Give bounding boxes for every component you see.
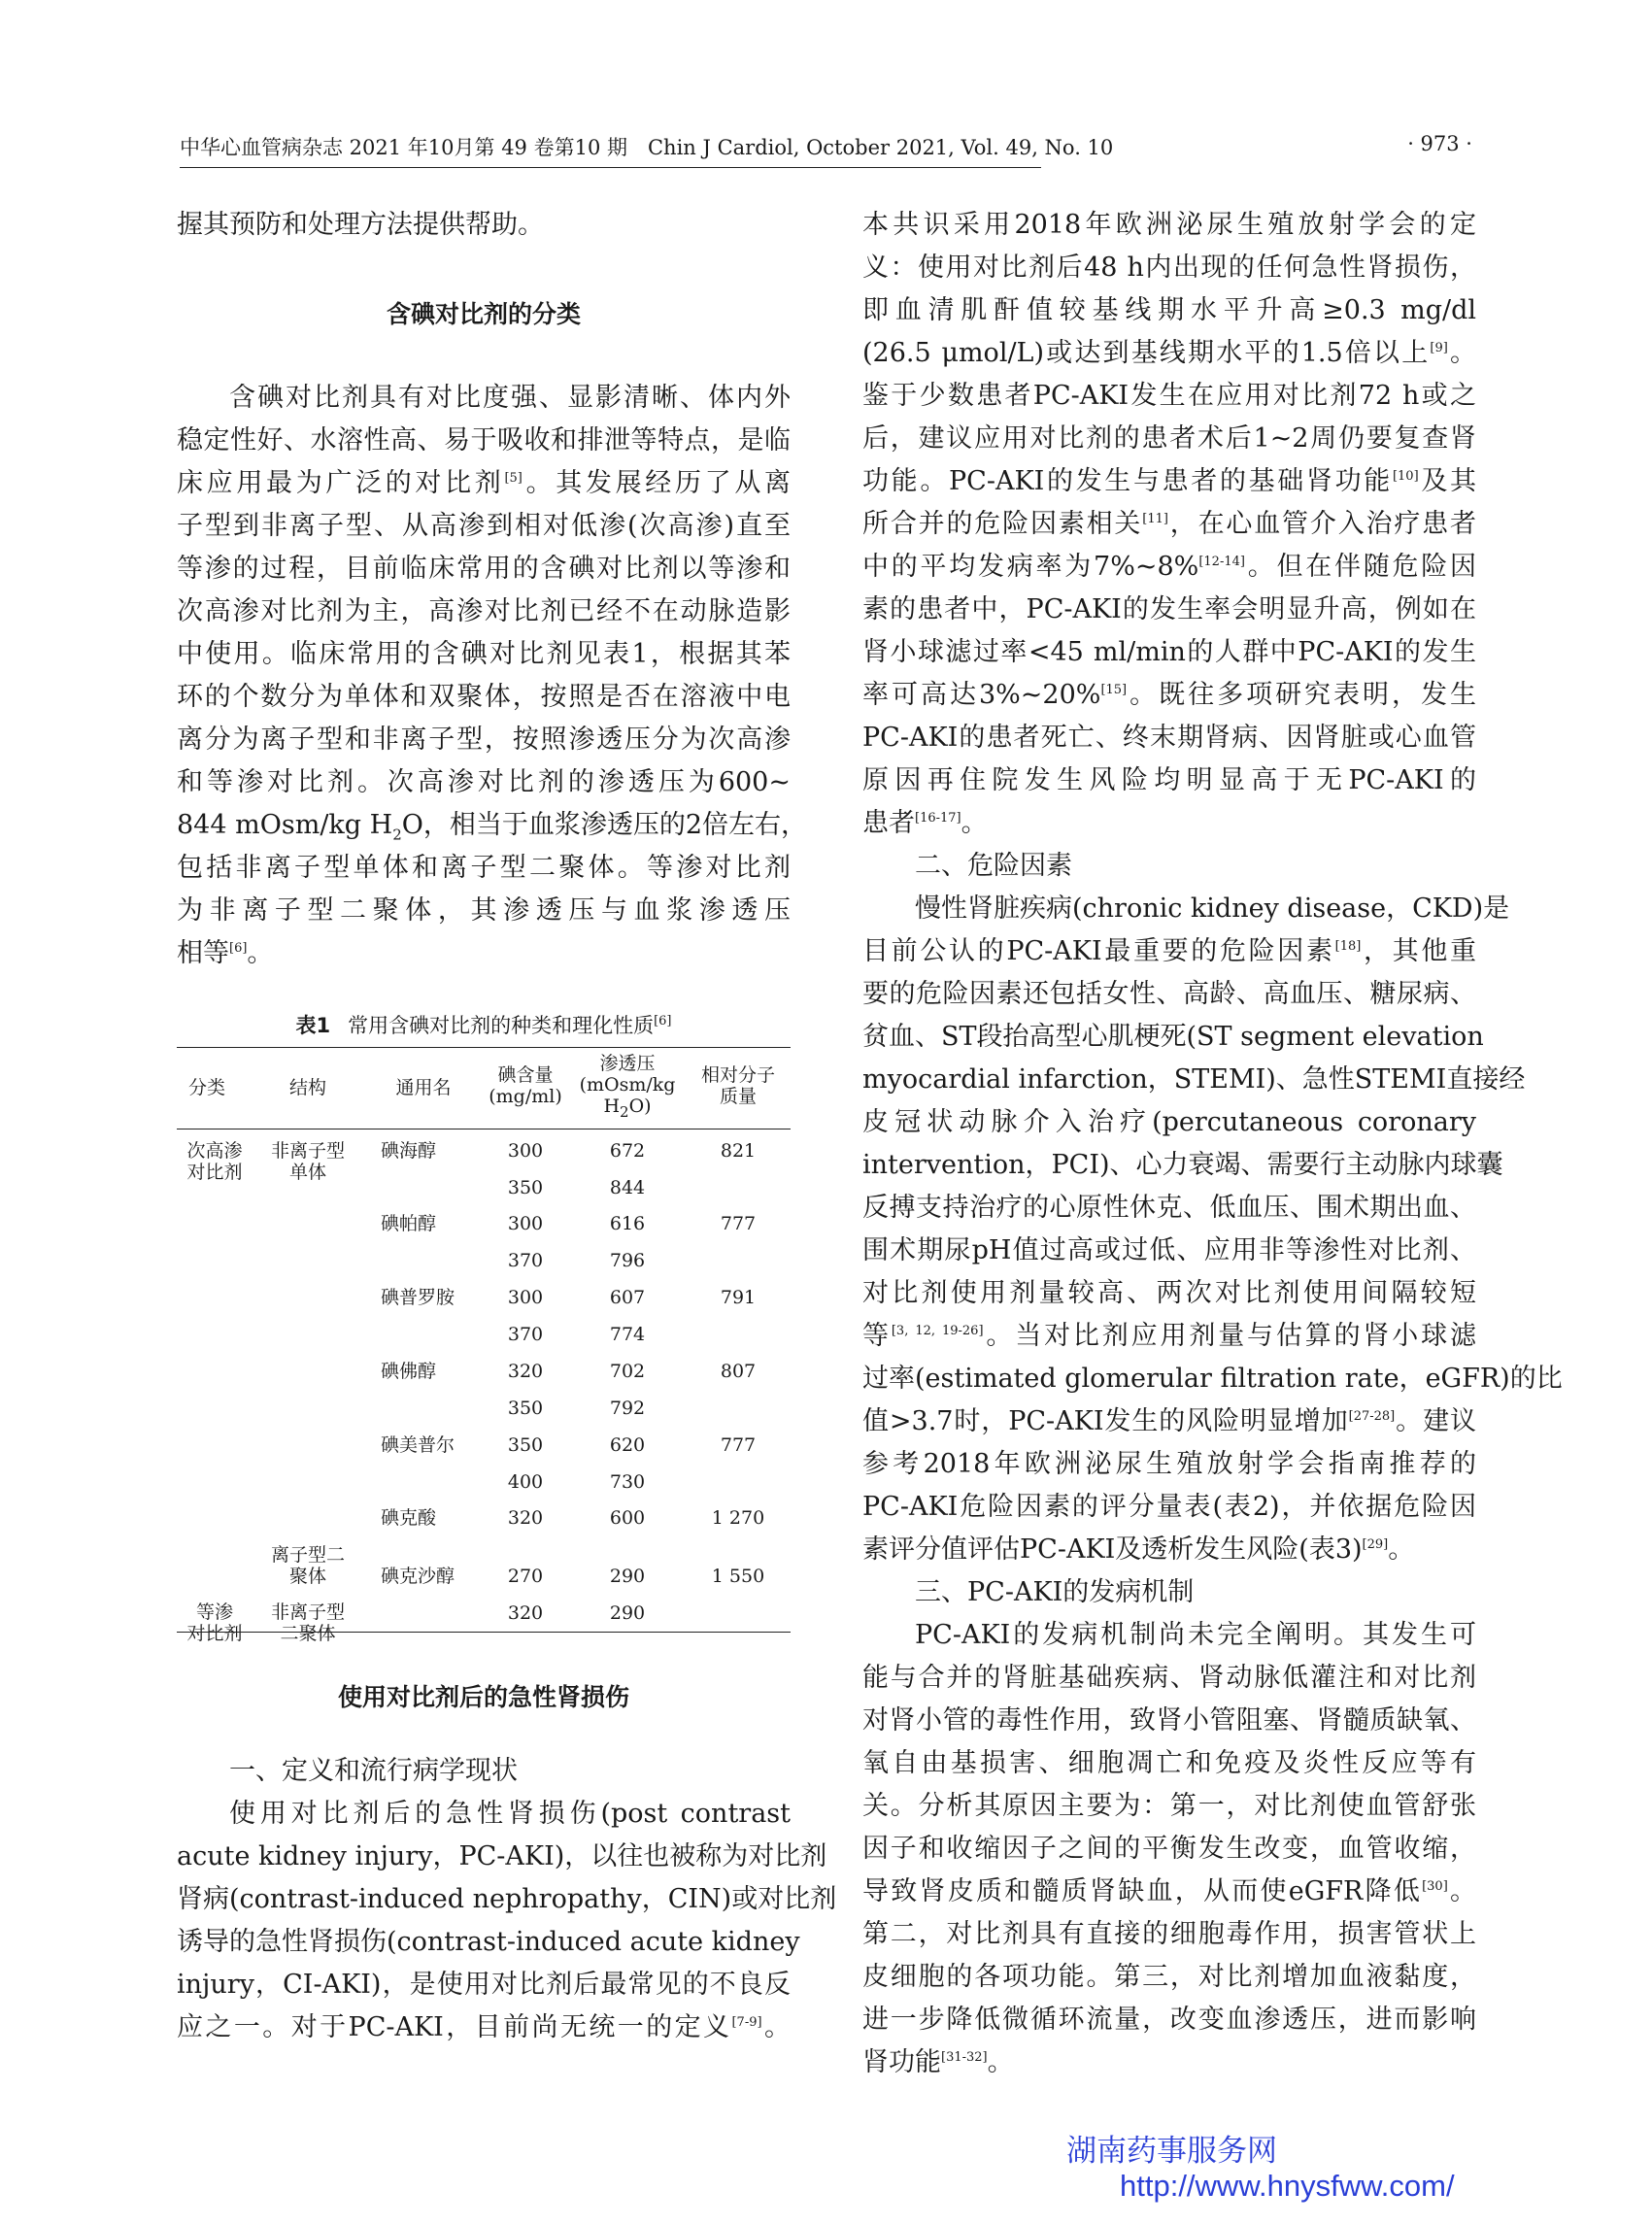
table-cell: 1 270 [711,1507,765,1529]
structure-label: 非离子型 二聚体 [270,1601,345,1644]
citation: [5] [504,471,523,486]
table-cell: 350 [507,1434,544,1456]
table-cell: 620 [609,1434,646,1456]
structure-label: 离子型二 聚体 [270,1544,345,1587]
body-line: 含碘对比剂具有对比度强、显影清晰、体内外 [229,383,791,413]
table-cell: 碘佛醇 [381,1361,437,1382]
body-line: myocardial infarction，STEMI)、急性STEMI直接经 [862,1064,1526,1095]
body-line: PC-AKI危险因素的评分量表(表2)，并依据危险因 [862,1492,1476,1522]
body-line: 因子和收缩因子之间的平衡发生改变，血管收缩， [862,1834,1476,1864]
body-line: 等渗的过程，目前临床常用的含碘对比剂以等渗和 [177,554,791,584]
body-line: 反搏支持治疗的心原性休克、低血压、围术期出血、 [862,1193,1476,1223]
page-number: · 973 · [1407,132,1472,155]
table-1 [177,1047,791,1644]
body-line: PC-AKI的患者死亡、终末期肾病、因肾脏或心血管 [862,723,1476,753]
citation: [3, 12, 19-26] [891,1324,984,1338]
table-cell: 碘克沙醇 [381,1566,455,1587]
table-cell: 792 [609,1398,646,1419]
table-cell: 844 [609,1177,646,1198]
table-cell: 400 [507,1471,544,1493]
table-cell: 796 [609,1250,646,1271]
body-line: 肾小球滤过率<45 ml/min的人群中PC-AKI的发生 [862,637,1476,667]
structure-label: 非离子型 单体 [270,1140,345,1183]
body-line: 和等渗对比剂。次高渗对比剂的渗透压为600~ [177,767,791,797]
table-cell: 290 [609,1602,646,1624]
table-cell: 300 [507,1140,544,1162]
table-cell: 320 [507,1361,544,1382]
citation: [10] [1392,469,1419,484]
table-cell: 702 [609,1361,646,1382]
subsection-heading: 三、PC-AKI的发病机制 [915,1577,1195,1607]
table-cell: 300 [507,1213,544,1234]
citation: [27-28] [1348,1409,1396,1424]
table-header: 相对分子 质量 [700,1064,775,1107]
body-line: 所合并的危险因素相关[11]，在心血管介入治疗患者 [862,509,1477,539]
body-line: 目前公认的PC-AKI最重要的危险因素[18]，其他重 [862,936,1476,966]
body-line: intervention，PCI)、心力衰竭、需要行主动脉内球囊 [862,1150,1503,1180]
citation: [12-14] [1198,555,1245,569]
body-line: 包括非离子型单体和离子型二聚体。等渗对比剂 [177,853,791,883]
running-header: 中华心血管病杂志 2021 年10月第 49 卷第10 期 Chin J Cardiol, October 2021, Vol. 49, No. 10 [180,136,1114,159]
body-line: 慢性肾脏疾病(chronic kidney disease，CKD)是 [915,893,1510,924]
body-line: 围术期尿pH值过高或过低、应用非等渗性对比剂、 [862,1235,1476,1265]
body-line: 对肾小管的毒性作用，致肾小管阻塞、肾髓质缺氧、 [862,1705,1476,1736]
table-header: 碘含量 (mg/ml) [489,1064,562,1107]
body-line: 第二，对比剂具有直接的细胞毒作用，损害管状上 [862,1919,1476,1949]
body-line: 进一步降低微循环流量，改变血渗透压，进而影响 [862,2005,1476,2035]
table-bottom-rule [177,1632,791,1633]
table-cell: 350 [507,1398,544,1419]
body-line: 要的危险因素还包括女性、高龄、高血压、糖尿病、 [862,979,1476,1009]
body-line: PC-AKI的发病机制尚未完全阐明。其发生可 [915,1620,1476,1650]
body-line: 后，建议应用对比剂的患者术后1~2周仍要复查肾 [862,423,1476,454]
body-line: 中使用。临床常用的含碘对比剂见表1，根据其苯 [177,639,791,669]
body-line: 肾功能[31-32]。 [862,2047,1014,2077]
body-line: acute kidney injury，PC-AKI)，以往也被称为对比剂 [177,1841,827,1871]
body-line: 为非离子型二聚体，其渗透压与血浆渗透压 [177,895,791,926]
citation: [11] [1142,512,1168,526]
table-cell: 1 550 [711,1566,765,1587]
body-line: 即血清肌酐值较基线期水平升高≥0.3 mg/dl [862,295,1476,325]
section-heading-classification: 含碘对比剂的分类 [386,300,581,328]
body-line: 过率(estimated glomerular filtration rate，eGFR)的比 [862,1364,1563,1394]
table-cell: 774 [609,1324,646,1345]
body-line: 原因再住院发生风险均明显高于无PC-AKI的 [862,765,1476,795]
watermark-site-name: 湖南药事服务网 [1066,2134,1277,2169]
table-cell: 616 [609,1213,646,1234]
table-cell: 807 [720,1361,757,1382]
body-line: 参考2018年欧洲泌尿生殖放射学会指南推荐的 [862,1449,1476,1479]
table-cell: 791 [720,1287,757,1308]
table-cell: 碘海醇 [381,1140,437,1162]
opening-line: 握其预防和处理方法提供帮助。 [177,210,544,240]
body-line: 关。分析其原因主要为：第一，对比剂使血管舒张 [862,1791,1476,1821]
category-label: 次高渗 对比剂 [186,1140,243,1183]
body-line: 诱导的急性肾损伤(contrast-induced acute kidney [177,1927,800,1957]
table-cell: 777 [720,1213,757,1234]
table-cell: 320 [507,1602,544,1624]
category-label: 等渗 对比剂 [186,1601,243,1644]
table-cell: 350 [507,1177,544,1198]
body-line: 肾病(contrast-induced nephropathy，CIN)或对比剂 [177,1884,837,1914]
citation: [6] [229,941,248,956]
citation: [9] [1430,341,1448,355]
citation: [31-32] [941,2050,988,2065]
body-line: 贫血、ST段抬高型心肌梗死(ST segment elevation [862,1022,1484,1052]
table-cell: 碘帕醇 [381,1213,437,1234]
table-header: 渗透压 (mOsm/kg $H_2O$) [579,1053,676,1121]
table-cell: 821 [720,1140,757,1162]
body-line: 素评分值评估PC-AKI及透析发生风险(表3)[29]。 [862,1534,1415,1565]
table-cell: 600 [609,1507,646,1529]
table-header: 结构 [288,1077,326,1098]
body-line: 床应用最为广泛的对比剂[5]。其发展经历了从离 [177,468,792,498]
subsection-heading: 一、定义和流行病学现状 [229,1756,518,1786]
subsection-heading: 二、危险因素 [915,851,1072,881]
body-line: 率可高达3%~20%[15]。既往多项研究表明，发生 [862,680,1477,710]
body-line: 义：使用对比剂后48 h内出现的任何急性肾损伤， [862,253,1476,283]
body-line: 皮细胞的各项功能。第三，对比剂增加血液黏度， [862,1962,1476,1992]
table-cell: 370 [507,1250,544,1271]
body-line: injury，CI-AKI)，是使用对比剂后最常见的不良反 [177,1970,791,2000]
body-line: 氧自由基损害、细胞凋亡和免疫及炎性反应等有 [862,1748,1476,1778]
body-line: 应之一。对于PC-AKI，目前尚无统一的定义[7-9]。 [177,2012,791,2042]
table-cell: 270 [507,1566,544,1587]
body-line: 值>3.7时，PC-AKI发生的风险明显增加[27-28]。建议 [862,1406,1476,1436]
body-line: 能与合并的肾脏基础疾病、肾动脉低灌注和对比剂 [862,1663,1476,1693]
citation: [29] [1362,1537,1389,1552]
body-line: 离分为离子型和非离子型，按照渗透压分为次高渗 [177,725,791,755]
body-line: 皮冠状动脉介入治疗(percutaneous coronary [862,1107,1476,1137]
body-line: 功能。PC-AKI的发生与患者的基础肾功能[10]及其 [862,466,1476,496]
body-line: 素的患者中，PC-AKI的发生率会明显升高，例如在 [862,594,1476,624]
body-line: 844 mOsm/kg $H_2O$，相当于血浆渗透压的2倍左右， [177,810,808,844]
body-line: 次高渗对比剂为主，高渗对比剂已经不在动脉造影 [177,596,791,626]
watermark-url[interactable]: http://www.hnysfww.com/ [1120,2169,1455,2203]
body-line: 稳定性好、水溶性高、易于吸收和排泄等特点，是临 [177,425,791,455]
body-line: 环的个数分为单体和双聚体，按照是否在溶液中电 [177,682,791,712]
table-cell: 607 [609,1287,646,1308]
body-line: 子型到非离子型、从高渗到相对低渗(次高渗)直至 [177,511,791,541]
table-caption: 表1 常用含碘对比剂的种类和理化性质[6] [295,1014,672,1037]
body-line: 中的平均发病率为7%~8%[12-14]。但在伴随危险因 [862,552,1477,582]
table-header: 通用名 [395,1077,452,1098]
body-line: 导致肾皮质和髓质肾缺血，从而使eGFR降低[30]。 [862,1876,1477,1906]
body-line: (26.5 μmol/L)或达到基线期水平的1.5倍以上[9]。 [862,338,1477,368]
table-header: 分类 [187,1077,225,1098]
body-line: 等[3, 12, 19-26]。当对比剂应用剂量与估算的肾小球滤 [862,1321,1477,1351]
table-cell: 730 [609,1471,646,1493]
body-line: 鉴于少数患者PC-AKI发生在应用对比剂72 h或之 [862,381,1476,411]
body-line: 患者[16-17]。 [862,808,988,838]
body-line: 本共识采用2018年欧洲泌尿生殖放射学会的定 [862,210,1476,240]
citation: [18] [1334,939,1362,954]
section-heading-pc-aki: 使用对比剂后的急性肾损伤 [337,1683,629,1711]
table-cell: 320 [507,1507,544,1529]
table-cell: 碘美普尔 [381,1434,455,1456]
table-cell: 碘普罗胺 [381,1287,455,1308]
body-line: 对比剂使用剂量较高、两次对比剂使用间隔较短 [862,1278,1476,1308]
table-cell: 碘克酸 [381,1507,437,1529]
table-top-rule [177,1047,791,1048]
table-cell: 290 [609,1566,646,1587]
table-cell: 300 [507,1287,544,1308]
header-rule [180,167,1041,168]
citation: [7-9] [731,2015,762,2030]
table-cell: 672 [609,1140,646,1162]
table-cell: 777 [720,1434,757,1456]
citation: [15] [1100,683,1128,697]
body-line: 相等[6]。 [177,938,274,968]
citation: [16-17] [915,811,961,826]
table-cell: 370 [507,1324,544,1345]
citation: [30] [1422,1879,1448,1894]
body-line: 使用对比剂后的急性肾损伤(post contrast [229,1799,791,1829]
